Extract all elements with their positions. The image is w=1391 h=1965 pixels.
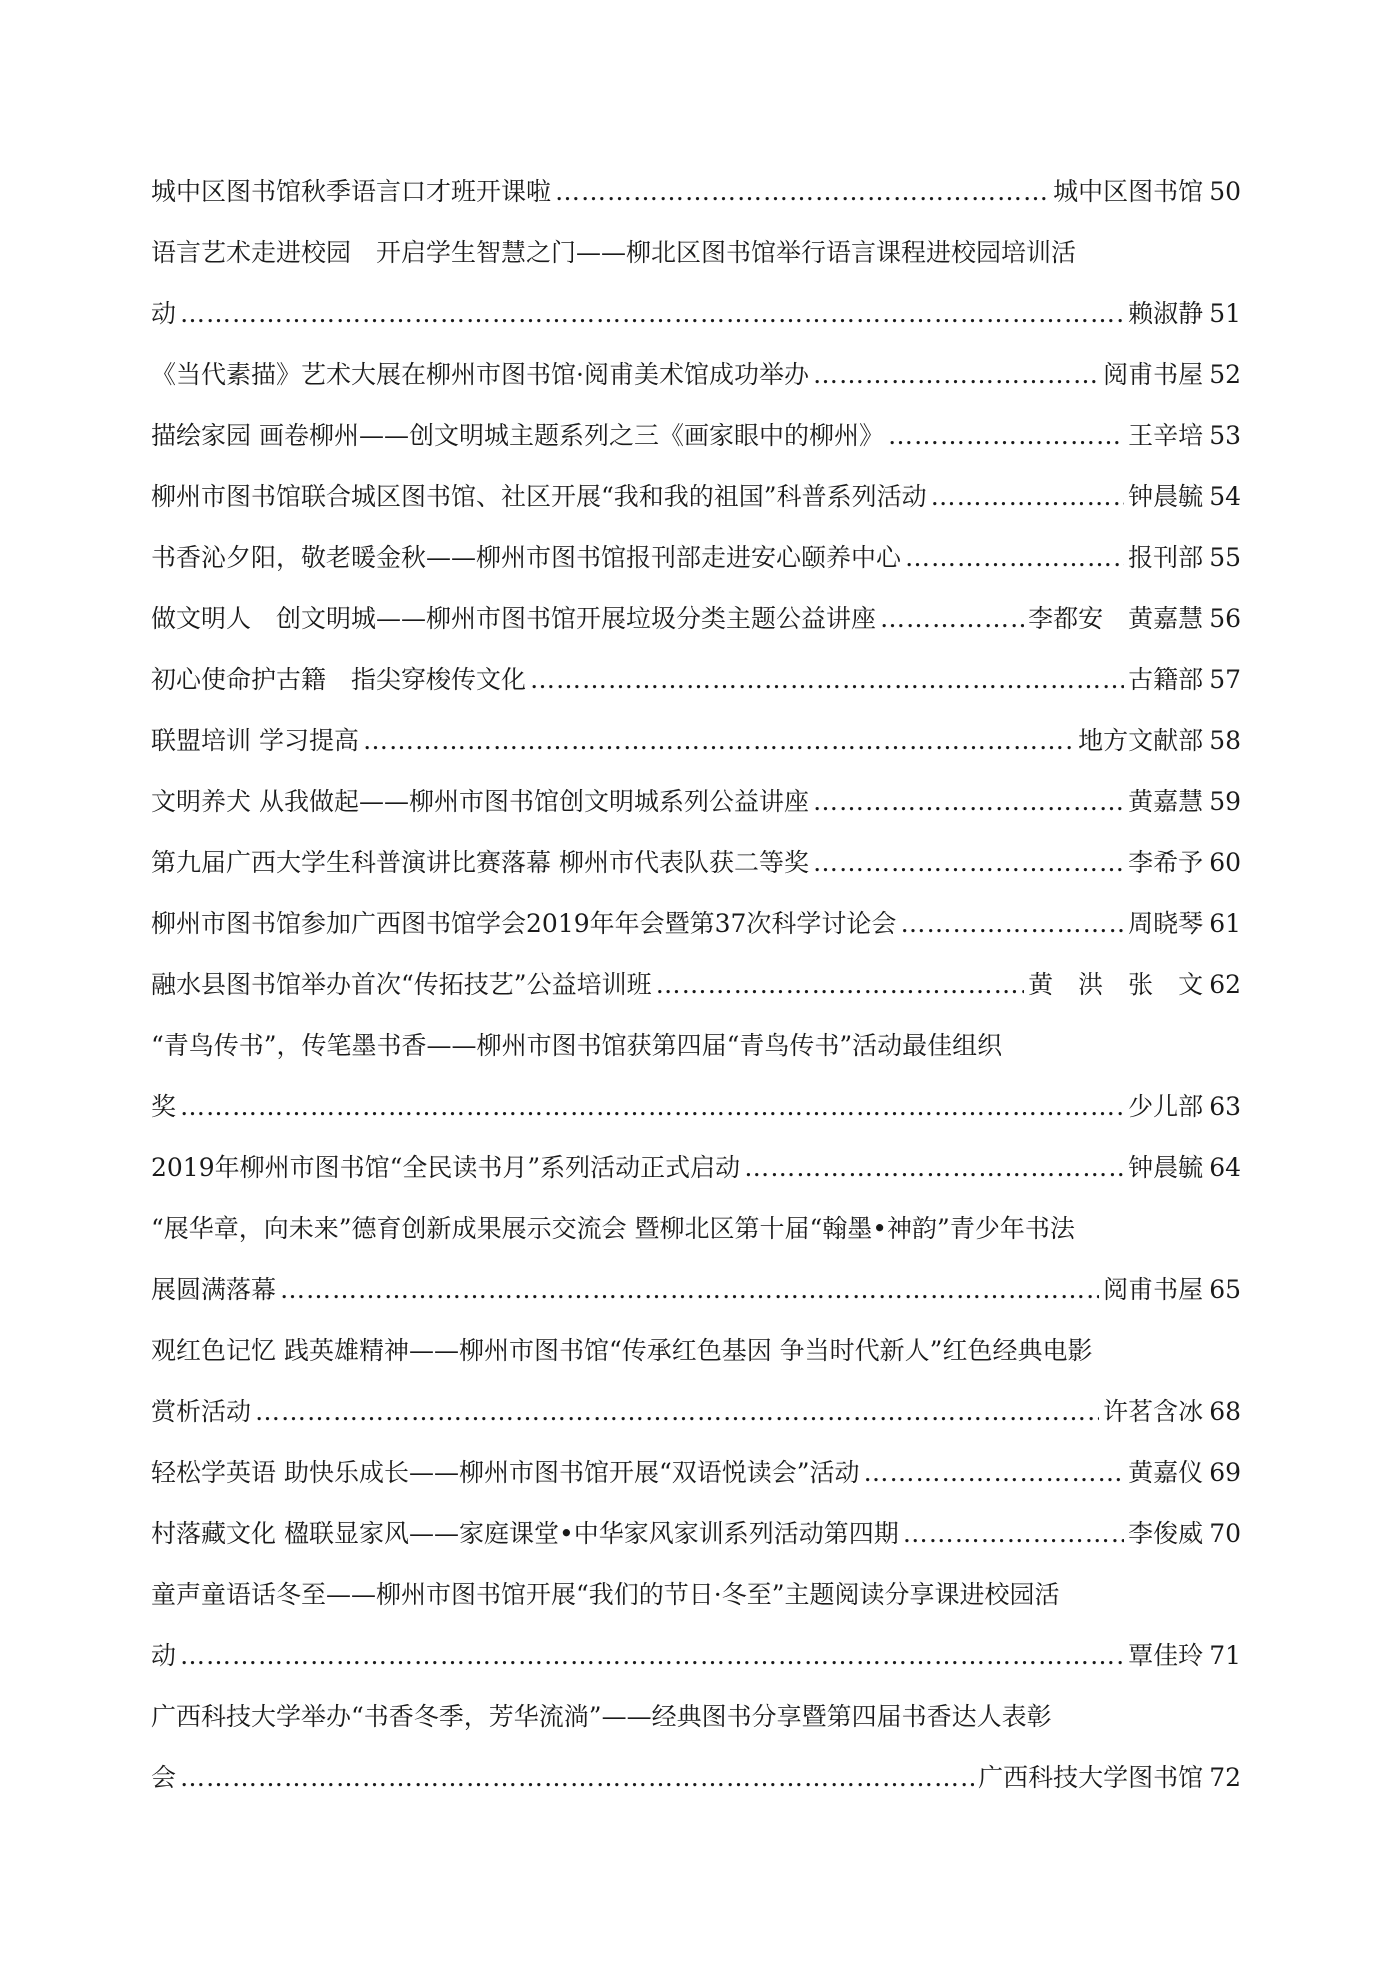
entry-author: 阅甫书屋 bbox=[1103, 1275, 1204, 1304]
entry-author: 李希予 bbox=[1128, 848, 1204, 877]
entry-page: 65 bbox=[1209, 1275, 1241, 1304]
dot-leader bbox=[180, 1087, 1124, 1127]
toc-entry bbox=[151, 1453, 1241, 1493]
entry-author: 钟晨毓 bbox=[1128, 1153, 1204, 1182]
dot-leader bbox=[903, 1514, 1124, 1554]
dot-leader bbox=[530, 660, 1124, 700]
entry-page: 60 bbox=[1209, 848, 1241, 877]
entry-author: 王辛培 bbox=[1128, 421, 1204, 450]
toc-entry bbox=[151, 294, 1241, 334]
entry-author: 报刊部 bbox=[1128, 543, 1204, 572]
entry-title: 柳州市图书馆联合城区图书馆、社区开展“我和我的祖国”科普系列活动 bbox=[151, 482, 927, 511]
entry-page: 70 bbox=[1209, 1519, 1241, 1548]
dot-leader bbox=[900, 904, 1124, 944]
dot-leader bbox=[813, 843, 1124, 883]
entry-author: 李都安 黄嘉慧 bbox=[1028, 604, 1204, 633]
entry-author: 地方文献部 bbox=[1078, 726, 1204, 755]
entry-title: 描绘家园 画卷柳州——创文明城主题系列之三《画家眼中的柳州》 bbox=[151, 421, 884, 450]
entry-title-line1: 观红色记忆 践英雄精神——柳州市图书馆“传承红色基因 争当时代新人”红色经典电影 bbox=[151, 1336, 1093, 1365]
dot-leader bbox=[864, 1453, 1125, 1493]
toc-entry bbox=[151, 660, 1241, 700]
dot-leader bbox=[180, 294, 1124, 334]
entry-title: 动 bbox=[151, 1641, 177, 1670]
entry-title: 会 bbox=[151, 1763, 177, 1792]
entry-page: 52 bbox=[1209, 360, 1241, 389]
entry-title: 《当代素描》艺术大展在柳州市图书馆·阅甫美术馆成功举办 bbox=[151, 360, 809, 389]
dot-leader bbox=[931, 477, 1125, 517]
toc-entry bbox=[151, 904, 1241, 944]
dot-leader bbox=[813, 782, 1124, 822]
dot-leader bbox=[363, 721, 1074, 761]
entry-page: 64 bbox=[1209, 1153, 1241, 1182]
toc-entry bbox=[151, 1758, 1241, 1798]
entry-title: 展圆满落幕 bbox=[151, 1275, 277, 1304]
entry-title: 做文明人 创文明城——柳州市图书馆开展垃圾分类主题公益讲座 bbox=[151, 604, 877, 633]
entry-page: 72 bbox=[1209, 1763, 1241, 1792]
toc-entry bbox=[151, 1636, 1241, 1676]
entry-page: 71 bbox=[1209, 1641, 1241, 1670]
entry-author: 黄嘉慧 bbox=[1128, 787, 1204, 816]
entry-author: 黄嘉仪 bbox=[1128, 1458, 1204, 1487]
entry-title: 赏析活动 bbox=[151, 1397, 252, 1426]
toc-entry bbox=[151, 477, 1241, 517]
entry-title: 轻松学英语 助快乐成长——柳州市图书馆开展“双语悦读会”活动 bbox=[151, 1458, 860, 1487]
dot-leader bbox=[180, 1758, 974, 1798]
entry-title-line1: 语言艺术走进校园 开启学生智慧之门——柳北区图书馆举行语言课程进校园培训活 bbox=[151, 238, 1077, 267]
toc-entry bbox=[151, 1087, 1241, 1127]
dot-leader bbox=[180, 1636, 1124, 1676]
dot-leader bbox=[880, 599, 1024, 639]
entry-title: 书香沁夕阳，敬老暖金秋——柳州市图书馆报刊部走进安心颐养中心 bbox=[151, 543, 902, 572]
entry-page: 69 bbox=[1209, 1458, 1241, 1487]
entry-author: 赖淑静 bbox=[1128, 299, 1204, 328]
entry-title: 融水县图书馆举办首次“传拓技艺”公益培训班 bbox=[151, 970, 652, 999]
entry-author: 古籍部 bbox=[1128, 665, 1204, 694]
entry-title: 文明养犬 从我做起——柳州市图书馆创文明城系列公益讲座 bbox=[151, 787, 809, 816]
entry-title: 村落藏文化 楹联显家风——家庭课堂•中华家风家训系列活动第四期 bbox=[151, 1519, 899, 1548]
toc-entry bbox=[151, 599, 1241, 639]
toc-entry bbox=[151, 843, 1241, 883]
entry-page: 53 bbox=[1209, 421, 1241, 450]
entry-title: 2019年柳州市图书馆“全民读书月”系列活动正式启动 bbox=[151, 1153, 741, 1182]
entry-page: 58 bbox=[1209, 726, 1241, 755]
toc-entry bbox=[151, 416, 1241, 456]
entry-page: 54 bbox=[1209, 482, 1241, 511]
toc-entry bbox=[151, 538, 1241, 578]
entry-title: 动 bbox=[151, 299, 177, 328]
dot-leader bbox=[888, 416, 1124, 456]
entry-author: 阅甫书屋 bbox=[1103, 360, 1204, 389]
entry-title-line1: 广西科技大学举办“书香冬季，芳华流淌”——经典图书分享暨第四届书香达人表彰 bbox=[151, 1702, 1052, 1731]
entry-page: 50 bbox=[1209, 177, 1241, 206]
toc-entry bbox=[151, 721, 1241, 761]
toc-entry bbox=[151, 965, 1241, 1005]
entry-author: 覃佳玲 bbox=[1128, 1641, 1204, 1670]
entry-author: 黄 洪 张 文 bbox=[1028, 970, 1204, 999]
entry-author: 少儿部 bbox=[1128, 1092, 1204, 1121]
entry-page: 57 bbox=[1209, 665, 1241, 694]
entry-title-line1: 童声童语话冬至——柳州市图书馆开展“我们的节日·冬至”主题阅读分享课进校园活 bbox=[151, 1580, 1060, 1609]
toc-entry bbox=[151, 1514, 1241, 1554]
entry-title: 奖 bbox=[151, 1092, 177, 1121]
dot-leader bbox=[813, 355, 1099, 395]
entry-title: 第九届广西大学生科普演讲比赛落幕 柳州市代表队获二等奖 bbox=[151, 848, 809, 877]
entry-title-line1: “展华章，向未来”德育创新成果展示交流会 暨柳北区第十届“翰墨•神韵”青少年书法 bbox=[151, 1214, 1075, 1243]
entry-page: 63 bbox=[1209, 1092, 1241, 1121]
entry-author: 广西科技大学图书馆 bbox=[978, 1763, 1204, 1792]
entry-author: 许茗含冰 bbox=[1103, 1397, 1204, 1426]
dot-leader bbox=[656, 965, 1025, 1005]
toc-entry bbox=[151, 782, 1241, 822]
entry-title: 城中区图书馆秋季语言口才班开课啦 bbox=[151, 177, 552, 206]
toc-entry bbox=[151, 355, 1241, 395]
entry-title: 柳州市图书馆参加广西图书馆学会2019年年会暨第37次科学讨论会 bbox=[151, 909, 897, 938]
toc-entry bbox=[151, 1148, 1241, 1188]
entry-page: 51 bbox=[1209, 299, 1241, 328]
entry-page: 68 bbox=[1209, 1397, 1241, 1426]
entry-page: 59 bbox=[1209, 787, 1241, 816]
dot-leader bbox=[744, 1148, 1124, 1188]
entry-page: 62 bbox=[1209, 970, 1241, 999]
entry-title-line1: “青鸟传书”，传笔墨书香——柳州市图书馆获第四届“青鸟传书”活动最佳组织 bbox=[151, 1031, 1003, 1060]
dot-leader bbox=[905, 538, 1124, 578]
toc-entry bbox=[151, 1392, 1241, 1432]
toc-entry bbox=[151, 172, 1241, 212]
toc-entry bbox=[151, 1270, 1241, 1310]
entry-author: 李俊威 bbox=[1128, 1519, 1204, 1548]
entry-page: 56 bbox=[1209, 604, 1241, 633]
entry-page: 61 bbox=[1209, 909, 1241, 938]
entry-author: 城中区图书馆 bbox=[1053, 177, 1204, 206]
entry-page: 55 bbox=[1209, 543, 1241, 572]
entry-author: 钟晨毓 bbox=[1128, 482, 1204, 511]
entry-author: 周晓琴 bbox=[1128, 909, 1204, 938]
entry-title: 初心使命护古籍 指尖穿梭传文化 bbox=[151, 665, 527, 694]
dot-leader bbox=[555, 172, 1049, 212]
dot-leader bbox=[255, 1392, 1099, 1432]
dot-leader bbox=[280, 1270, 1099, 1310]
entry-title: 联盟培训 学习提高 bbox=[151, 726, 359, 755]
